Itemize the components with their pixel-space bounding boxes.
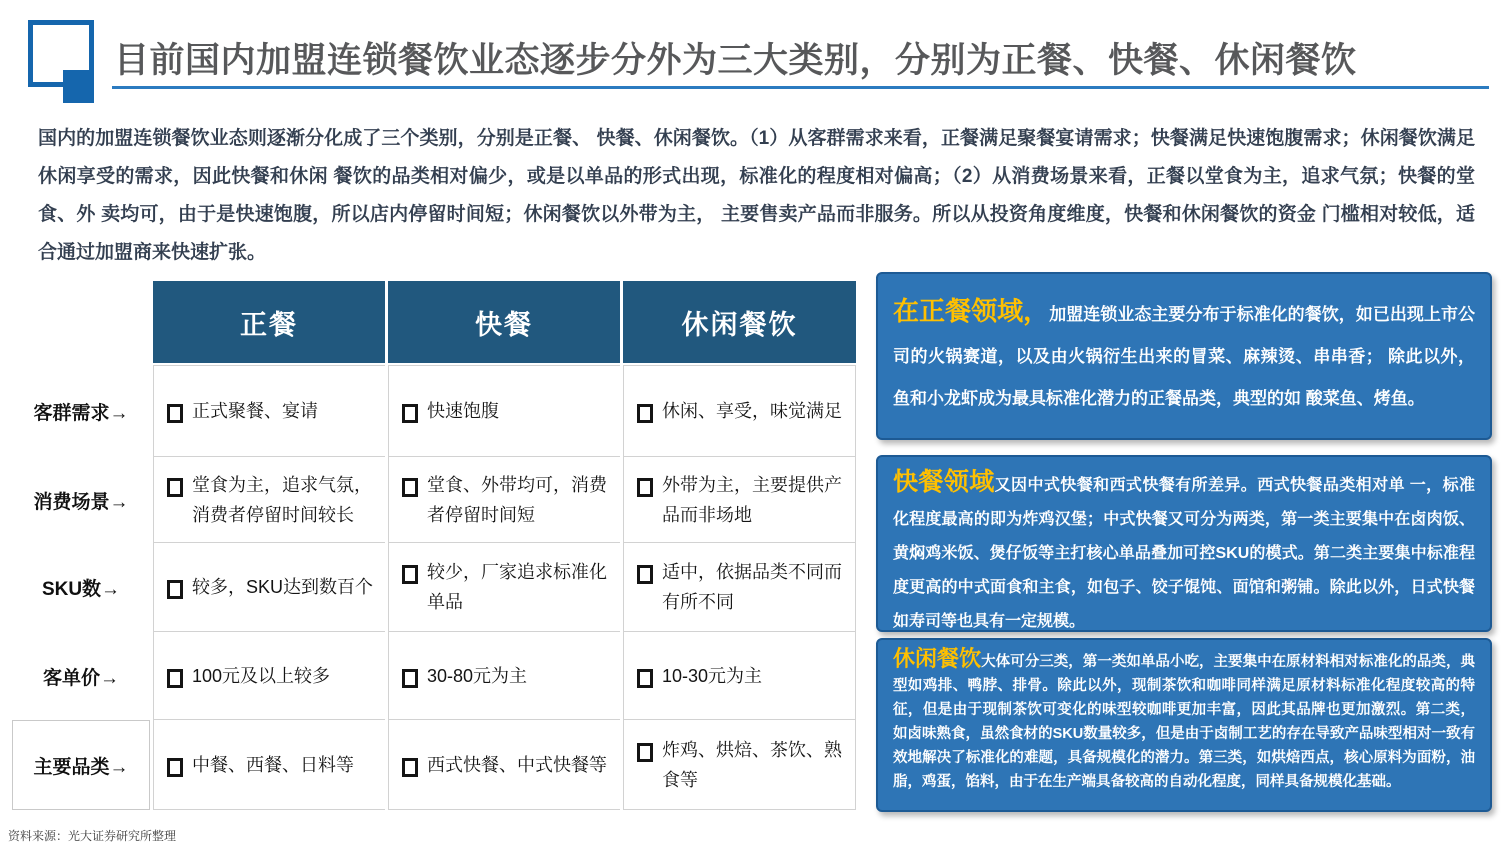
table-cell: 快速饱腹 bbox=[388, 365, 620, 457]
square-bullet-icon bbox=[637, 404, 653, 423]
square-bullet-icon bbox=[167, 404, 183, 423]
panel-body: 加盟连锁业态主要分布于标准化的餐饮，如已出现上市公司的火锅赛道，以及由火锅衍生出来的冒菜、麻辣烫、串串香； 除此以外，鱼和小龙虾成为最具标准化潜力的正餐品类，典型的如 酸菜鱼、烤鱼。 bbox=[893, 305, 1475, 408]
table-header-dining: 正餐 bbox=[153, 281, 385, 363]
table-body bbox=[12, 365, 856, 810]
row-label-price: 客单价→ bbox=[42, 667, 119, 689]
square-bullet-icon bbox=[402, 758, 418, 777]
table-cell: 较少，厂家追求标准化单品 bbox=[388, 543, 620, 632]
insight-panel-dining bbox=[876, 272, 1492, 440]
square-bullet-icon bbox=[637, 565, 653, 584]
table-header-row bbox=[12, 281, 856, 363]
square-bullet-icon bbox=[637, 669, 653, 688]
table-cell: 100元及以上较多 bbox=[153, 632, 385, 720]
table-cell: 炸鸡、烘焙、茶饮、熟食等 bbox=[623, 720, 856, 810]
panel-text bbox=[893, 290, 1475, 420]
table-cell: 外带为主，主要提供产品而非场地 bbox=[623, 457, 856, 543]
table-cell: 10-30元为主 bbox=[623, 632, 856, 720]
row-label-sku: SKU数→ bbox=[41, 579, 121, 600]
row-label-scene: 消费场景→ bbox=[33, 491, 129, 513]
table-header-leisure: 休闲餐饮 bbox=[623, 281, 856, 363]
brand-logo-solid-square bbox=[63, 70, 94, 103]
square-bullet-icon bbox=[402, 478, 418, 497]
table-cell: 正式聚餐、宴请 bbox=[153, 365, 385, 457]
panel-text bbox=[893, 647, 1475, 794]
table-header-fastfood: 快餐 bbox=[388, 281, 620, 363]
row-label-demand: 客群需求→ bbox=[33, 402, 129, 424]
insight-panel-fastfood bbox=[876, 455, 1492, 632]
table-cell: 30-80元为主 bbox=[388, 632, 620, 720]
table-cell: 堂食为主，追求气氛，消费者停留时间较长 bbox=[153, 457, 385, 543]
square-bullet-icon bbox=[402, 565, 418, 584]
panel-lead: 在正餐领域， bbox=[893, 296, 1050, 326]
source-note: 资料来源：光大证券研究所整理 bbox=[8, 829, 177, 843]
table-cell: 堂食、外带均可，消费者停留时间短 bbox=[388, 457, 620, 543]
square-bullet-icon bbox=[167, 669, 183, 688]
row-label-category: 主要品类→ bbox=[12, 720, 150, 810]
panel-lead: 快餐领域 bbox=[893, 468, 995, 496]
title-underline bbox=[112, 86, 1489, 89]
category-comparison-table bbox=[12, 281, 856, 810]
insight-panel-leisure bbox=[876, 638, 1492, 812]
intro-paragraph: 国内的加盟连锁餐饮业态则逐渐分化成了三个类别，分别是正餐、 快餐、休闲餐饮。（1）从客群需求来看，正餐满足聚餐宴请需求；快餐满足快速饱腹需求；休闲餐饮满足休闲享受的需求，因此快餐和休闲 餐饮的品类相对偏少，或是以单品的形式出现，标准化的程度相对偏高；（2）从消费场景来看，正餐以堂食为主，追求气氛；快餐的堂食、外 卖均可，由于是快速饱腹，所以店内停留时间短；休闲餐饮以外带为主， 主要售卖产品而非服务。所以从投资角度维度，快餐和休闲餐饮的资金 门槛相对较低，适合通过加盟商来快速扩张。 bbox=[38, 128, 1475, 263]
square-bullet-icon bbox=[402, 669, 418, 688]
panel-lead: 休闲餐饮 bbox=[893, 646, 982, 671]
table-cell: 较多，SKU达到数百个 bbox=[153, 543, 385, 632]
table-cell: 西式快餐、中式快餐等 bbox=[388, 720, 620, 810]
square-bullet-icon bbox=[402, 404, 418, 423]
panel-text bbox=[893, 465, 1475, 632]
square-bullet-icon bbox=[637, 478, 653, 497]
table-cell: 中餐、西餐、日料等 bbox=[153, 720, 385, 810]
square-bullet-icon bbox=[637, 743, 653, 762]
square-bullet-icon bbox=[167, 758, 183, 777]
table-header-spacer bbox=[12, 281, 150, 363]
table-cell: 适中，依据品类不同而有所不同 bbox=[623, 543, 856, 632]
square-bullet-icon bbox=[167, 580, 183, 599]
table-cell: 休闲、享受，味觉满足 bbox=[623, 365, 856, 457]
panel-body: 大体可分三类，第一类如单品小吃，主要集中在原材料相对标准化的品类，典型如鸡排、鸭脖、排骨。除此以外，现制茶饮和咖啡同样满足原材料标准化程度较高的特征，但是由于现制茶饮可变化的味型较咖啡更加丰富，因此其品牌也更加激烈。第二类， 如卤味熟食，虽然食材的SKU数量较多，但是由于卤制工艺的存在导致产品味型相对一致有效地解决了标准化的难题，具备规模化的潜力。第三类，如烘焙西点，核心原料为面粉，油脂，鸡蛋，馅料，由于在生产端具备较高的自动化程度，同样具备规模化基础。 bbox=[893, 654, 1475, 790]
square-bullet-icon bbox=[167, 478, 183, 497]
panel-body: 又因中式快餐和西式快餐有所差异。西式快餐品类相对单 一，标准化程度最高的即为炸鸡汉堡；中式快餐又可分为两类，第一类主要集中在卤肉饭、黄焖鸡米饭、煲仔饭等主打核心单品叠加可控SKU的模式。第二类主要集中标准程度更高的中式面食和主食，如包子、饺子馄饨、面馆和粥铺。除此以外，日式快餐如寿司等也具有一定规模。 bbox=[893, 477, 1475, 630]
page-title: 目前国内加盟连锁餐饮业态逐步分外为三大类别，分别为正餐、快餐、休闲餐饮 bbox=[114, 41, 1357, 80]
